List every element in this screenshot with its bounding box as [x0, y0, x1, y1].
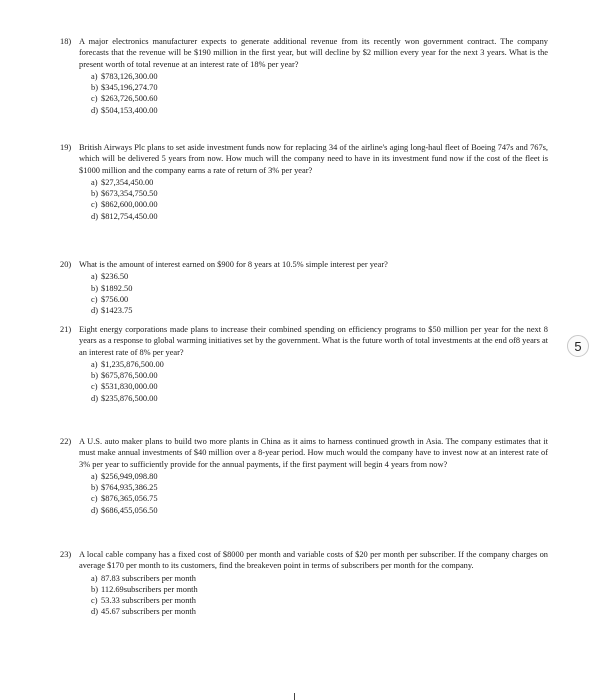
option-text: $235,876,500.00 — [101, 393, 158, 403]
question-number: 21) — [60, 325, 72, 334]
answer-options — [91, 177, 548, 222]
option-text: $862,600,000.00 — [101, 200, 158, 210]
question-stem — [60, 259, 548, 270]
option-letter: b) — [91, 83, 98, 93]
option-text: $876,365,056.75 — [101, 494, 158, 504]
answer-options — [91, 359, 548, 404]
answer-option — [91, 606, 548, 617]
option-letter: c) — [91, 294, 98, 304]
answer-option — [91, 381, 548, 392]
answer-option — [91, 359, 548, 370]
text-cursor-mark — [294, 693, 295, 700]
option-text: $256,949,098.80 — [101, 471, 158, 481]
answer-option — [91, 294, 548, 305]
question-stem — [60, 549, 548, 572]
answer-option — [91, 105, 548, 116]
question-20 — [60, 259, 548, 316]
option-text: $504,153,400.00 — [101, 105, 158, 115]
answer-option — [91, 370, 548, 381]
option-letter: b) — [91, 584, 98, 594]
question-text: A U.S. auto maker plans to build two more plants in China as it aims to harness continued growth in Asia. The company estimates that it must make annual investments of $40 million over a 8-year period. How much would the company have to invest now at an interest rate of 3% per year to sufficiently provide for the annual payments, if the first payment will begin 4 years from now? — [79, 437, 548, 469]
answer-option — [91, 71, 548, 82]
answer-options — [91, 71, 548, 116]
option-text: $27,354,450.00 — [101, 177, 154, 187]
question-stem — [60, 36, 548, 70]
question-stem — [60, 436, 548, 470]
answer-option — [91, 283, 548, 294]
option-text: $783,126,300.00 — [101, 71, 158, 81]
answer-option — [91, 573, 548, 584]
option-letter: a) — [91, 71, 98, 81]
answer-options — [91, 271, 548, 316]
answer-option — [91, 271, 548, 282]
answer-option — [91, 471, 548, 482]
answer-option — [91, 393, 548, 404]
question-21 — [60, 324, 548, 404]
option-letter: c) — [91, 382, 98, 392]
option-text: $236.50 — [101, 272, 129, 282]
answer-options — [91, 573, 548, 618]
question-text: A local cable company has a fixed cost of $8000 per month and variable costs of $20 per month per subscriber. If the company charges on average $170 per month to its customers, find the breakeven point in terms of subscribers per month for the company. — [79, 550, 548, 571]
option-text: $263,726,500.60 — [101, 94, 158, 104]
option-text: $531,830,000.00 — [101, 382, 158, 392]
option-letter: d) — [91, 505, 98, 515]
option-letter: a) — [91, 177, 98, 187]
question-stem — [60, 142, 548, 176]
answer-option — [91, 305, 548, 316]
option-letter: a) — [91, 471, 98, 481]
question-number: 18) — [60, 37, 72, 46]
question-number: 19) — [60, 143, 72, 152]
option-letter: b) — [91, 283, 98, 293]
question-text: Eight energy corporations made plans to increase their combined spending on efficiency programs to $50 million per year for the next 8 years as a response to global warming initiatives set by the government. What is the future worth of total investments at the end of8 years at an interest rate of 8% per year? — [79, 325, 548, 357]
option-text: $756.00 — [101, 294, 129, 304]
option-text: $1,235,876,500.00 — [101, 359, 164, 369]
answer-options — [91, 471, 548, 516]
option-text: $764,935,386.25 — [101, 483, 158, 493]
question-23 — [60, 549, 548, 618]
option-letter: a) — [91, 359, 98, 369]
answer-option — [91, 188, 548, 199]
question-text: What is the amount of interest earned on $900 for 8 years at 10.5% simple interest per year? — [79, 260, 388, 269]
option-letter: d) — [91, 607, 98, 617]
option-letter: c) — [91, 200, 98, 210]
question-22 — [60, 436, 548, 516]
option-text: $1423.75 — [101, 306, 133, 316]
option-letter: d) — [91, 211, 98, 221]
question-stem — [60, 324, 548, 358]
question-text: British Airways Plc plans to set aside investment funds now for replacing 34 of the airline's aging long-haul fleet of Boeing 747s and 767s, which will be delivered 5 years from now. How much will the company need to have in its investment fund now if the cost of the fleet is $1000 million and the company earns a rate of return of 3% per year? — [79, 143, 548, 175]
option-letter: d) — [91, 105, 98, 115]
option-text: 112.69subscribers per month — [101, 584, 198, 594]
option-letter: c) — [91, 596, 98, 606]
option-letter: a) — [91, 573, 98, 583]
option-text: 87.83 subscribers per month — [101, 573, 196, 583]
page-number: 5 — [574, 338, 582, 354]
option-letter: b) — [91, 371, 98, 381]
question-text: A major electronics manufacturer expects to generate additional revenue from its recently won government contract. The company forecasts that the revenue will be $190 million in the first year, but will decline by $2 million every year for the next 3 years. What is the present worth of total revenue at an interest rate of 18% per year? — [79, 37, 548, 69]
option-letter: c) — [91, 494, 98, 504]
question-number: 20) — [60, 260, 72, 269]
option-letter: b) — [91, 189, 98, 199]
option-text: $686,455,056.50 — [101, 505, 158, 515]
question-number: 22) — [60, 437, 72, 446]
answer-option — [91, 595, 548, 606]
answer-option — [91, 82, 548, 93]
option-text: $673,354,750.50 — [101, 189, 158, 199]
answer-option — [91, 177, 548, 188]
option-letter: b) — [91, 483, 98, 493]
answer-option — [91, 505, 548, 516]
answer-option — [91, 482, 548, 493]
option-letter: c) — [91, 94, 98, 104]
option-text: $1892.50 — [101, 283, 133, 293]
page-number-badge — [567, 335, 589, 357]
option-text: 53.33 subscribers per month — [101, 596, 196, 606]
option-letter: d) — [91, 306, 98, 316]
option-text: $675,876,500.00 — [101, 371, 158, 381]
answer-option — [91, 199, 548, 210]
option-text: $812,754,450.00 — [101, 211, 158, 221]
question-18 — [60, 36, 548, 116]
question-19 — [60, 142, 548, 222]
answer-option — [91, 211, 548, 222]
answer-option — [91, 584, 548, 595]
option-text: 45.67 subscribers per month — [101, 607, 196, 617]
option-letter: d) — [91, 393, 98, 403]
option-text: $345,196,274.70 — [101, 83, 158, 93]
option-letter: a) — [91, 272, 98, 282]
answer-option — [91, 493, 548, 504]
answer-option — [91, 93, 548, 104]
question-number: 23) — [60, 550, 72, 559]
